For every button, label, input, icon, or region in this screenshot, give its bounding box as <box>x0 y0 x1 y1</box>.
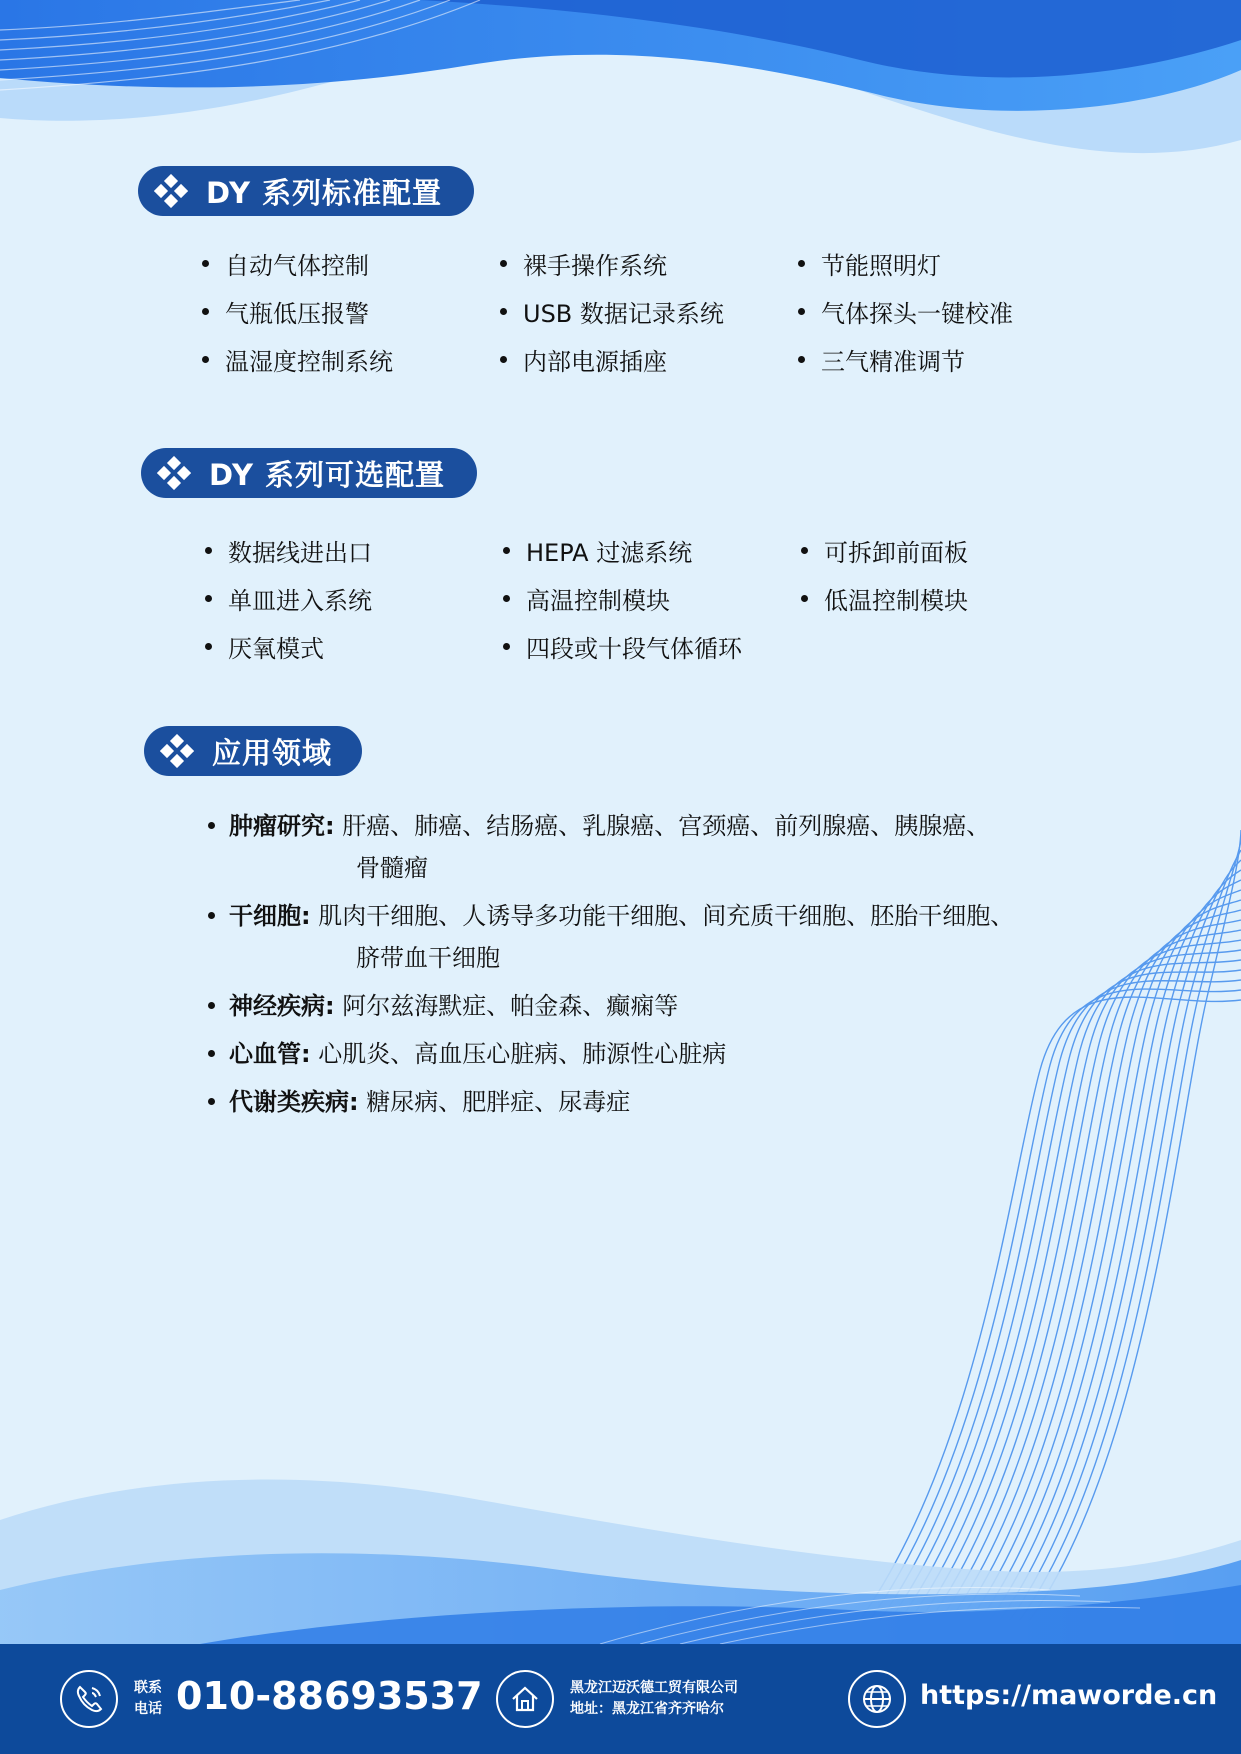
phone-icon <box>60 1670 118 1728</box>
section-title: DY 系列可选配置 <box>209 457 446 492</box>
list-item: 气体探头一键校准 <box>798 294 1013 329</box>
home-icon <box>496 1670 554 1728</box>
application-row: 肿瘤研究: 肝癌、肺癌、结肠癌、乳腺癌、宫颈癌、前列腺癌、胰腺癌、 <box>208 805 990 847</box>
phone-number: 010-88693537 <box>176 1674 483 1718</box>
application-row: 心血管: 心肌炎、高血压心脏病、肺源性心脏病 <box>208 1033 726 1075</box>
application-row-continuation: 脐带血干细胞 <box>356 944 500 972</box>
phone-label-1: 联系 <box>134 1680 162 1696</box>
list-item: 节能照明灯 <box>798 246 941 281</box>
list-item: 温湿度控制系统 <box>202 342 393 377</box>
list-item: 厌氧模式 <box>205 629 324 664</box>
list-item: 内部电源插座 <box>500 342 667 377</box>
section-header-optional <box>141 448 477 498</box>
application-row: 干细胞: 肌肉干细胞、人诱导多功能干细胞、间充质干细胞、胚胎干细胞、 <box>208 895 1014 937</box>
section-header-application <box>144 726 362 776</box>
website-link[interactable]: https://maworde.cn <box>920 1680 1218 1711</box>
list-item: 裸手操作系统 <box>500 246 667 281</box>
section-title: DY 系列标准配置 <box>206 175 443 210</box>
list-item: 三气精准调节 <box>798 342 965 377</box>
section-title: 应用领域 <box>212 735 333 770</box>
list-item: 自动气体控制 <box>202 246 369 281</box>
application-row-continuation: 骨髓瘤 <box>356 854 428 882</box>
list-item: 可拆卸前面板 <box>801 533 968 568</box>
section-header-standard <box>138 166 474 216</box>
company-address: 地址：黑龙江省齐齐哈尔 <box>570 1701 724 1717</box>
list-item: 低温控制模块 <box>801 581 968 616</box>
application-row: 神经疾病: 阿尔兹海默症、帕金森、癫痫等 <box>208 985 678 1027</box>
globe-icon <box>848 1670 906 1728</box>
list-item: 四段或十段气体循环 <box>503 629 742 664</box>
diamond-icon <box>157 456 191 490</box>
phone-label-2: 电话 <box>134 1701 162 1717</box>
list-item: USB 数据记录系统 <box>500 294 724 329</box>
diamond-icon <box>160 734 194 768</box>
list-item: 气瓶低压报警 <box>202 294 369 329</box>
list-item: 数据线进出口 <box>205 533 372 568</box>
list-item: HEPA 过滤系统 <box>503 533 692 568</box>
footer <box>0 1644 1241 1754</box>
list-item: 高温控制模块 <box>503 581 670 616</box>
list-item: 单皿进入系统 <box>205 581 372 616</box>
company-name: 黑龙江迈沃德工贸有限公司 <box>570 1680 738 1696</box>
diamond-icon <box>154 174 188 208</box>
application-row: 代谢类疾病: 糖尿病、肥胖症、尿毒症 <box>208 1081 630 1123</box>
